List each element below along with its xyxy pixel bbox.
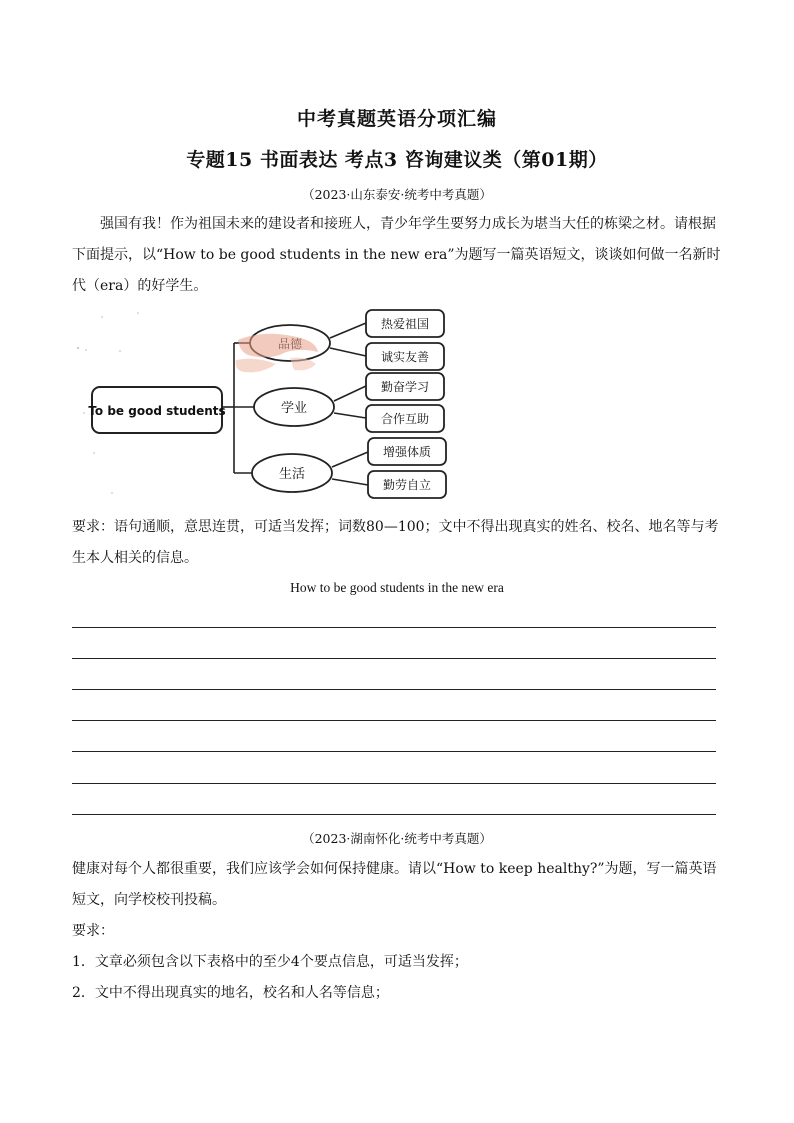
branch-label-study: 学业 bbox=[280, 401, 308, 416]
branch-label-life: 生活 bbox=[278, 467, 306, 482]
watermark-stamp-icon bbox=[232, 330, 322, 378]
task2-req-item: 2．文中不得出现真实的地名，校名和人名等信息； bbox=[72, 985, 389, 1001]
answer-line bbox=[72, 751, 716, 752]
doc-title: 中考真题英语分项汇编 bbox=[296, 108, 497, 130]
leaf-label: 勤劳自立 bbox=[382, 478, 432, 492]
task2-req-heading: 要求： bbox=[72, 923, 114, 939]
leaf-label: 热爱祖国 bbox=[380, 317, 430, 331]
leaf-label: 增强体质 bbox=[382, 445, 432, 459]
task2-source: （2023·湖南怀化·统考中考真题） bbox=[302, 831, 492, 846]
task1-prompt: 强国有我！作为祖国未来的建设者和接班人，青少年学生要努力成长为堪当大任的栋梁之材。请根据下面提示，以“How to be good students in the new era”为题写一篇英语短文，谈谈如何做一名新时代（era）的好学生。 bbox=[72, 216, 721, 294]
leaf-label: 合作互助 bbox=[380, 412, 430, 426]
task1-requirements: 要求：语句通顺，意思连贯，可适当发挥；词数80—100；文中不得出现真实的姓名、校名、地名等与考生本人相关的信息。 bbox=[72, 519, 719, 566]
root-node-label: To be good students bbox=[88, 404, 226, 418]
task2-prompt: 健康对每个人都很重要，我们应该学会如何保持健康。请以“How to keep healthy?”为题，写一篇英语短文，向学校校刊投稿。 bbox=[72, 861, 717, 908]
answer-line bbox=[72, 783, 716, 784]
answer-line bbox=[72, 814, 716, 815]
answer-line bbox=[72, 658, 716, 659]
task1-source: （2023·山东泰安·统考中考真题） bbox=[302, 187, 492, 202]
answer-line bbox=[72, 720, 716, 721]
answer-line bbox=[72, 627, 716, 628]
essay-title: How to be good students in the new era bbox=[290, 580, 504, 595]
answer-line bbox=[72, 689, 716, 690]
doc-subtitle: 专题15 书面表达 考点3 咨询建议类（第01期） bbox=[186, 149, 608, 171]
leaf-label: 勤奋学习 bbox=[380, 380, 430, 394]
leaf-label: 诚实友善 bbox=[380, 350, 430, 364]
task2-req-item: 1．文章必须包含以下表格中的至少4个要点信息，可适当发挥； bbox=[72, 954, 468, 970]
